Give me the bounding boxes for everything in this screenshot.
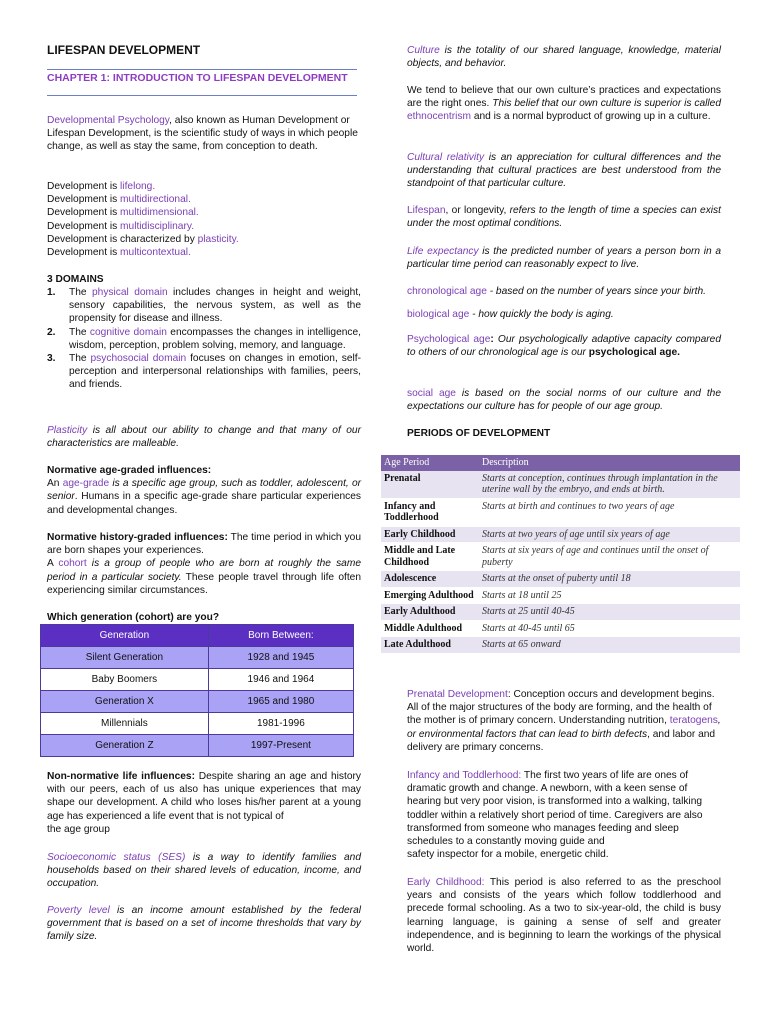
list-item: 1. The physical domain includes changes in height and weight, sensory capabilities, the nervous system, as well as the propensity for disease and illness.	[47, 287, 361, 325]
intro-term: Developmental Psychology	[47, 115, 170, 126]
list-item: Development is multicontextual.	[47, 247, 191, 259]
table-header: Age Period	[381, 455, 479, 471]
table-row: Silent Generation 1928 and 1945	[41, 647, 354, 669]
table-row: Infancy and Toddlerhood Starts at birth and continues to two years of age	[381, 498, 740, 526]
non-normative-paragraph: Non-normative life influences: Despite sharing an age and history with our peers, each of us also has unique experiences that may shape our development. A child who loses his/her parent at a young age has experienced a life event that is not typical of the age group	[47, 771, 361, 835]
periods-table	[381, 455, 740, 654]
psychological-age-paragraph: Psychological age: Our psychologically adaptive capacity compared to others of our chronological age is our psychological age.	[407, 334, 721, 359]
table-row: Generation Z 1997-Present	[41, 735, 354, 757]
table-row: Prenatal Starts at conception, continues through implantation in the uterine wall by the embryo, and ends at birth.	[381, 471, 740, 499]
life-expectancy-paragraph: Life expectancy is the predicted number of years a person born in a particular time period can reasonably expect to live.	[407, 246, 721, 271]
rule-bottom	[47, 95, 357, 96]
normative-age-paragraph: Normative age-graded influences: An age-grade is a specific age group, such as toddler, adolescent, or senior. Humans in a specific age-grade share particular experiences and developmental changes.	[47, 465, 362, 516]
right-column	[384, 0, 722, 1024]
table-row: Middle Adulthood Starts at 40-45 until 65	[381, 620, 740, 637]
table-row: Middle and Late Childhood Starts at six years of age and continues until the onset of puberty	[381, 543, 740, 571]
list-item: Development is multidimensional.	[47, 207, 199, 219]
prenatal-development-paragraph: Prenatal Development: Conception occurs and development begins. All of the major structures of the body are forming, and the health of the mother is of primary concern. Understanding nutrition, teratogens, or environmental factors that can lead to birth defects, and labor and delivery are primary concerns.	[407, 689, 721, 753]
left-column	[47, 0, 361, 1024]
chapter-heading: CHAPTER 1: INTRODUCTION TO LIFESPAN DEVELOPMENT	[47, 72, 348, 84]
generation-table	[40, 624, 354, 757]
table-row: Adolescence Starts at the onset of puberty until 18	[381, 571, 740, 588]
culture-paragraph: Culture is the totality of our shared language, knowledge, material objects, and behavior.	[407, 45, 721, 70]
plasticity-paragraph: Plasticity is all about our ability to change and that many of our characteristics are malleable.	[47, 425, 361, 450]
table-row: Millennials 1981-1996	[41, 713, 354, 735]
list-item: Development is lifelong.	[47, 181, 156, 192]
rule-top	[47, 69, 357, 70]
domains-heading: 3 DOMAINS	[47, 274, 104, 285]
infancy-paragraph: Infancy and Toddlerhood: The first two years of life are ones of dramatic growth and change. A newborn, with a keen sense of hearing but very poor vision, is transformed into a walking, talking toddler within a relatively short period of time. Caregivers are also transformed from someone who manages feeding and sleep schedules to a constantly moving guide and safety inspector for a mobile, energetic child.	[407, 770, 703, 861]
social-age-paragraph: social age is based on the social norms of our culture and the expectations our culture has for people of our age group.	[407, 388, 721, 413]
table-row: Late Adulthood Starts at 65 onward	[381, 637, 740, 654]
periods-heading: PERIODS OF DEVELOPMENT	[407, 428, 551, 439]
cultural-relativity-paragraph: Cultural relativity is an appreciation for cultural differences and the understanding that cultural practices are best understood from the standpoint of that particular culture.	[407, 152, 721, 190]
page-title: LIFESPAN DEVELOPMENT	[47, 43, 201, 57]
table-row: Generation X 1965 and 1980	[41, 691, 354, 713]
list-item: 2. The cognitive domain encompasses the changes in intelligence, wisdom, perception, problem solving, memory, and language.	[47, 326, 362, 351]
table-header: Born Between:	[208, 625, 353, 647]
early-childhood-paragraph: Early Childhood: This period is also referred to as the preschool years and consists of the years which follow toddlerhood and precede formal schooling. As a two to six-year-old, the child is busy learning language, is gaining a sense of self and greater independence, and is beginning to learn the workings of the physical world.	[407, 877, 722, 955]
lifespan-paragraph: Lifespan, or longevity, refers to the length of time a species can exist under the most optimal conditions.	[407, 205, 721, 230]
normative-history-paragraph: Normative history-graded influences: The time period in which you are born shapes your experiences. A cohort is a group of people who are born at roughly the same period in a particular society. These people travel through life often experiencing similar circumstances.	[47, 532, 361, 596]
list-item: Development is characterized by plasticity.	[47, 233, 239, 245]
table-row: Emerging Adulthood Starts at 18 until 25	[381, 587, 740, 604]
poverty-paragraph: Poverty level is an income amount established by the federal government that is based on a set of income thresholds that vary by family size.	[47, 905, 362, 943]
table-header: Description	[479, 455, 740, 471]
list-item: Development is multidisciplinary.	[47, 220, 195, 232]
list-item: Development is multidirectional.	[47, 194, 191, 206]
ses-paragraph: Socioeconomic status (SES) is a way to identify families and households based on their shared levels of education, income, and occupation.	[47, 852, 361, 890]
generation-question: Which generation (cohort) are you?	[47, 612, 220, 623]
table-row: Early Childhood Starts at two years of age until six years of age	[381, 526, 740, 543]
intro-text: , also known as Human Development or Lifespan Development, is the scientific study of ways in which people change, as well as stay the same, from conception to death.	[47, 115, 358, 153]
table-row: Early Adulthood Starts at 25 until 40-45	[381, 604, 740, 621]
chronological-age-paragraph: chronological age - based on the number of years since your birth.	[407, 286, 707, 297]
table-row: Baby Boomers 1946 and 1964	[41, 669, 354, 691]
ethnocentrism-paragraph: We tend to believe that our own culture’s practices and expectations are the right ones. This belief that our own culture is superior is called ethnocentrism and is a normal byproduct of growing up in a culture.	[407, 85, 721, 123]
list-item: 3. The psychosocial domain focuses on changes in emotion, self-perception and interpersonal relationships with families, peers, and friends.	[47, 353, 361, 391]
development-list	[47, 180, 361, 259]
table-header: Generation	[41, 625, 209, 647]
intro-paragraph	[47, 114, 361, 154]
biological-age-paragraph: biological age - how quickly the body is aging.	[407, 309, 614, 320]
domains-list	[47, 286, 361, 392]
